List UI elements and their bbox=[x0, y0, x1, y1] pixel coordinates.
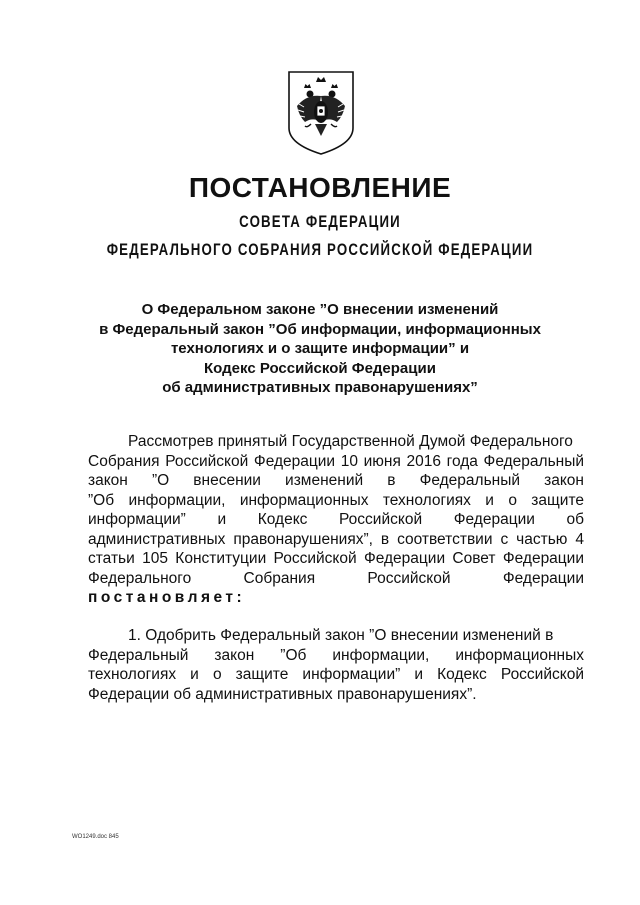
document-title: ПОСТАНОВЛЕНИЕ bbox=[188, 172, 452, 203]
paragraph-line: информации” и Кодекс Российской Федерации об bbox=[88, 511, 584, 528]
paragraph-line: Федерального Собрания Российской Федерации bbox=[88, 569, 584, 587]
paragraph-item-1 bbox=[88, 626, 584, 704]
paragraph-line: закон ”О внесении изменений в Федеральный закон bbox=[88, 472, 584, 489]
paragraph-line: Федеральный закон ”Об информации, информационных bbox=[88, 646, 584, 664]
paragraph-preamble bbox=[88, 432, 584, 608]
subject-line: технологиях и о защите информации” и bbox=[170, 340, 470, 357]
resolves-word: постановляет: bbox=[88, 589, 246, 606]
paragraph-line: ”Об информации, информационных технологиях и о защите bbox=[88, 491, 584, 509]
paragraph-line: административных правонарушениях”, в соответствии с частью 4 bbox=[88, 530, 584, 548]
paragraph-line: Рассмотрев принятый Государственной Думой Федерального bbox=[128, 433, 573, 450]
footer-doc-code: WO1249.doc 845 bbox=[72, 834, 119, 840]
paragraph-line: Федерации об административных правонарушениях”. bbox=[88, 685, 477, 703]
paragraph-line: 1. Одобрить Федеральный закон ”О внесении изменений в bbox=[128, 627, 554, 644]
subject-line: об административных правонарушениях” bbox=[162, 379, 478, 396]
coat-of-arms-icon bbox=[287, 70, 355, 156]
paragraph-line: статьи 105 Конституции Российской Федерации Совет Федерации bbox=[88, 550, 584, 567]
document-subject bbox=[92, 300, 548, 398]
document-subtitle-line1: СОВЕТА ФЕДЕРАЦИИ bbox=[239, 212, 401, 231]
subject-line: Кодекс Российской Федерации bbox=[204, 359, 436, 377]
subject-line: О Федеральном законе ”О внесении изменений bbox=[141, 301, 499, 318]
paragraph-line: Собрания Российской Федерации 10 июня 2016 года Федеральный bbox=[88, 452, 584, 470]
paragraph-line: технологиях и о защите информации” и Кодекс Российской bbox=[88, 666, 584, 683]
subject-line: в Федеральный закон ”Об информации, информационных bbox=[99, 320, 541, 338]
document-subtitle-line2: ФЕДЕРАЛЬНОГО СОБРАНИЯ РОССИЙСКОЙ ФЕДЕРАЦИИ bbox=[106, 240, 534, 259]
